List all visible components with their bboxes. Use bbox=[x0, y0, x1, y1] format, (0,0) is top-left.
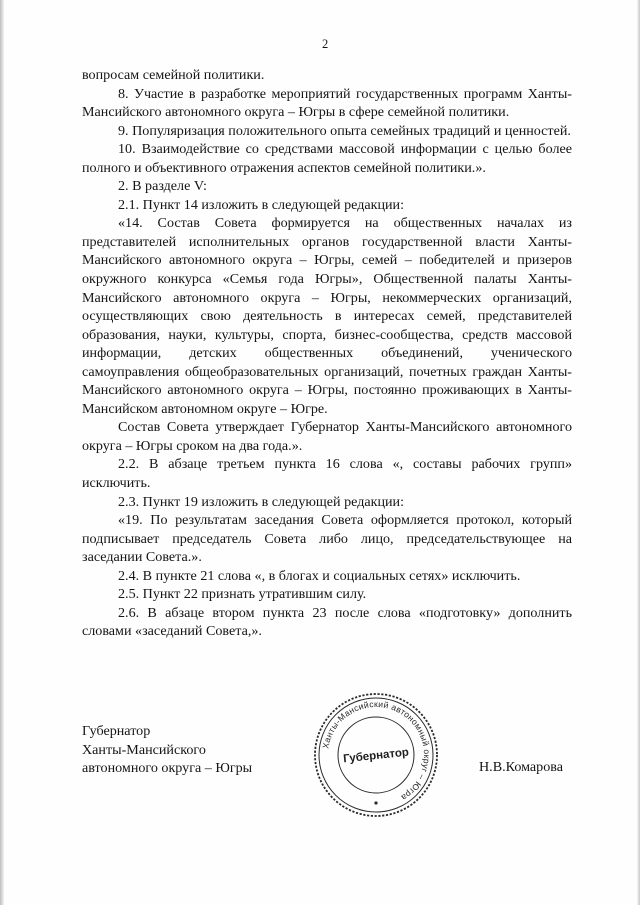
document-body bbox=[82, 66, 572, 641]
paragraph: 2.5. Пункт 22 признать утратившим силу. bbox=[118, 586, 367, 603]
page-number: 2 bbox=[322, 37, 329, 51]
paragraph: 10. Взаимодействие со средствами массовой информации с целью более полного и объективного отражения аспектов семейной политики.». bbox=[82, 141, 572, 176]
signatory-name: Н.В.Комарова bbox=[479, 759, 563, 775]
signatory-title-line: Губернатор bbox=[82, 723, 151, 739]
paragraph: 2. В разделе V: bbox=[118, 178, 207, 195]
paragraph: 2.6. В абзаце втором пункта 23 после слова «подготовку» дополнить словами «заседаний Совета,». bbox=[82, 604, 572, 640]
seal-center-text: Губернатор bbox=[342, 746, 410, 766]
signatory-title-line: Ханты-Мансийского bbox=[82, 741, 206, 758]
signatory-title-line: автономного округа – Югры bbox=[82, 760, 253, 777]
paragraph: 2.3. Пункт 19 изложить в следующей редакции: bbox=[118, 493, 405, 510]
paragraph: «14. Состав Совета формируется на общественных началах из представителей исполнительных органов государственной власти Ханты-Мансийского автономного округа – Югры, семей – победителей и призеров окружного конкурса «Семья года Югры», Общественной палаты Ханты-Мансийского автономного округа – Югры, некоммерческих организаций, осуществляющих свою деятельность в интересах семей, представителей образования, науки, культуры, спорта, бизнес-сообщества, средств массовой информации, детских общественных объединений, ученического самоуправления общеобразовательных организаций, почетных граждан Ханты-Мансийского автономного округа – Югры, постоянно проживающих в Ханты-Мансийском автономном округе – Югре. bbox=[82, 215, 572, 417]
paragraph: 8. Участие в разработке мероприятий государственных программ Ханты-Мансийского автономного округа – Югры в сфере семейной политики. bbox=[82, 85, 572, 121]
paragraph: 2.4. В пункте 21 слова «, в блогах и социальных сетях» исключить. bbox=[118, 567, 521, 584]
seal-ring-text: Ханты-Мансийский автономный округ – Югра bbox=[320, 698, 433, 804]
paragraph: Состав Совета утверждает Губернатор Ханты-Мансийского автономного округа – Югры сроком на два года.». bbox=[82, 419, 572, 454]
paragraph: «19. По результатам заседания Совета оформляется протокол, который подписывает председатель Совета либо лицо, председательствующее на заседании Совета.». bbox=[82, 512, 572, 566]
paragraph: 2.2. В абзаце третьем пункта 16 слова «, составы рабочих групп» исключить. bbox=[82, 456, 572, 492]
paragraph: вопросам семейной политики. bbox=[82, 67, 265, 83]
official-seal bbox=[311, 690, 441, 820]
page-edge-left bbox=[0, 0, 4, 905]
paragraph: 9. Популяризация положительного опыта семейных традиций и ценностей. bbox=[118, 122, 571, 139]
signatory-title bbox=[82, 722, 252, 778]
paragraph: 2.1. Пункт 14 изложить в следующей редакции: bbox=[118, 196, 405, 213]
